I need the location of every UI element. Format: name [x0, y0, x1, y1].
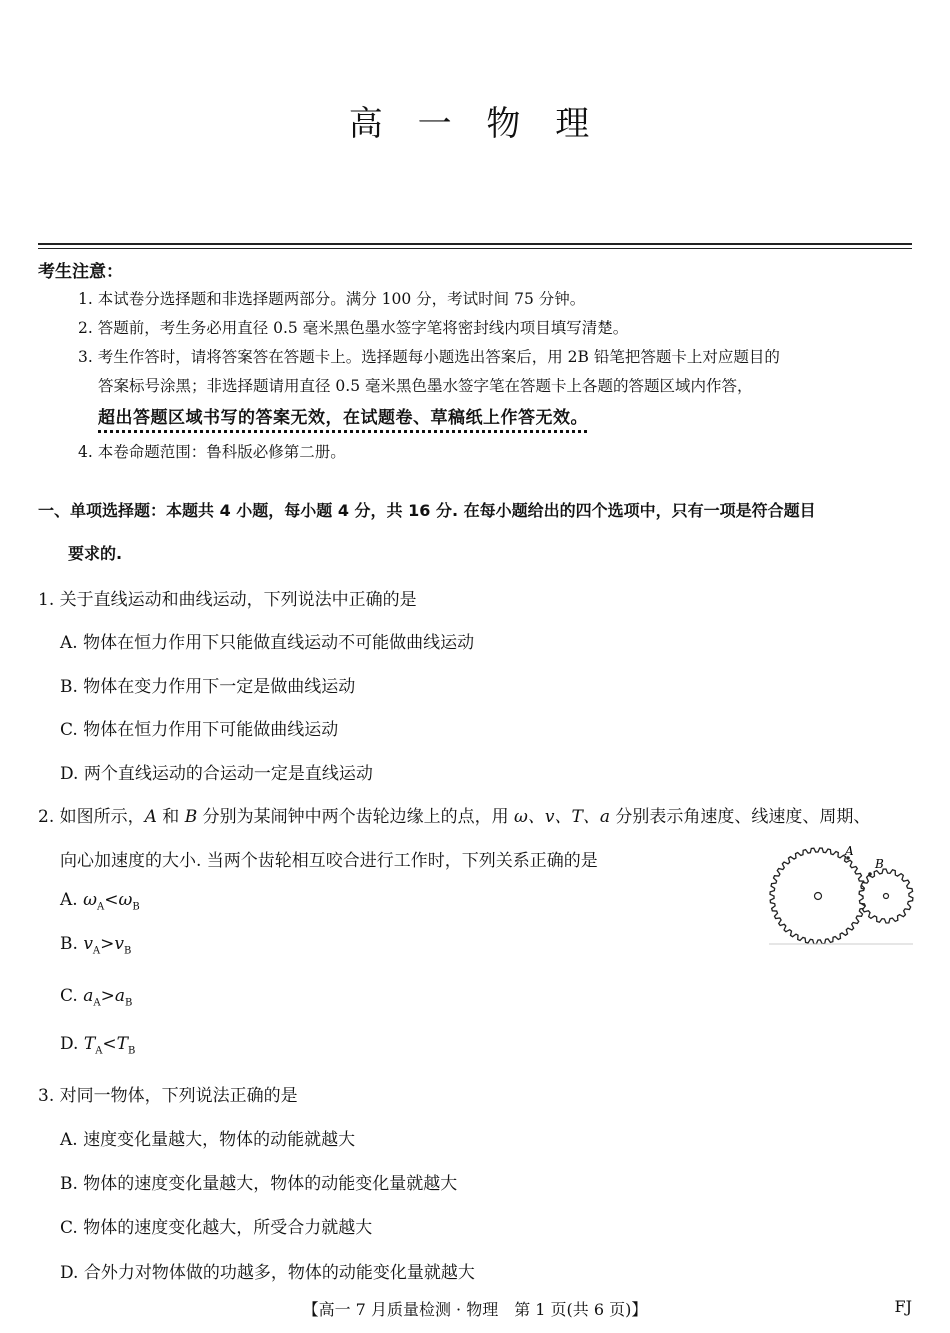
q1-option-c: C. 物体在恒力作用下可能做曲线运动	[60, 720, 339, 740]
point-b-dot	[868, 872, 872, 876]
q2-option-a: A. $\omega_A<\omega_B$	[60, 890, 140, 913]
q1-option-a: A. 物体在恒力作用下只能做直线运动不可能做曲线运动	[60, 633, 475, 653]
small-gear	[859, 869, 913, 923]
notice-heading: 考生注意：	[38, 262, 123, 282]
q3-option-d: D. 合外力对物体做的功越多，物体的动能变化量就越大	[60, 1263, 475, 1283]
q1-option-b: B. 物体在变力作用下一定是做曲线运动	[60, 677, 356, 697]
q2-stem-line-2: 向心加速度的大小. 当两个齿轮相互咬合进行工作时，下列关系正确的是	[60, 851, 598, 871]
q3-option-c: C. 物体的速度变化越大，所受合力就越大	[60, 1218, 373, 1238]
footer-code: FJ	[894, 1297, 912, 1316]
q2-option-b: B. $v_A>v_B$	[60, 934, 132, 957]
section-heading-line-1: 一、单项选择题：本题共 4 小题，每小题 4 分，共 16 分. 在每小题给出的四个选项中，只有一项是符合题目	[38, 501, 816, 520]
gear-figure	[765, 838, 915, 948]
q1-option-d: D. 两个直线运动的合运动一定是直线运动	[60, 764, 373, 784]
q2-option-d: D. $T_A<T_B$	[60, 1034, 136, 1057]
q2-stem-line-1: 2. 如图所示，A 和 B 分别为某闹钟中两个齿轮边缘上的点，用 ω、v、T、a 分别表示角速度、线速度、周期、	[38, 807, 871, 827]
section-heading-line-2: 要求的.	[68, 544, 123, 563]
q3-option-a: A. 速度变化量越大，物体的动能就越大	[60, 1130, 356, 1150]
q3-option-b: B. 物体的速度变化量越大，物体的动能变化量就越大	[60, 1174, 458, 1194]
header-rule-thin	[38, 248, 912, 249]
point-b-label: B	[875, 857, 884, 871]
large-gear	[770, 848, 866, 944]
header-rule	[38, 243, 912, 245]
q2-option-c: C. $a_A>a_B$	[60, 986, 133, 1009]
q3-stem: 3. 对同一物体，下列说法正确的是	[38, 1086, 298, 1106]
notice-item-1: 1. 本试卷分选择题和非选择题两部分。满分 100 分，考试时间 75 分钟。	[78, 290, 586, 308]
q1-stem: 1. 关于直线运动和曲线运动，下列说法中正确的是	[38, 590, 417, 610]
notice-item-3-emphasis: 超出答题区域书写的答案无效，在试题卷、草稿纸上作答无效。	[98, 408, 588, 428]
notice-item-3-line-2: 答案标号涂黑；非选择题请用直径 0.5 毫米黑色墨水签字笔在答题卡上各题的答题区域内作答，	[98, 377, 753, 395]
page-title: 高 一 物 理	[348, 104, 602, 144]
page-footer: 【高一 7 月质量检测 · 物理 第 1 页(共 6 页)】	[302, 1300, 648, 1319]
notice-item-2: 2. 答题前，考生务必用直径 0.5 毫米黑色墨水签字笔将密封线内项目填写清楚。	[78, 319, 629, 337]
point-a-label: A	[845, 844, 854, 858]
notice-item-4: 4. 本卷命题范围：鲁科版必修第二册。	[78, 443, 346, 461]
notice-item-3-line-1: 3. 考生作答时，请将答案答在答题卡上。选择题每小题选出答案后，用 2B 铅笔把答题卡上对应题目的	[78, 348, 780, 366]
